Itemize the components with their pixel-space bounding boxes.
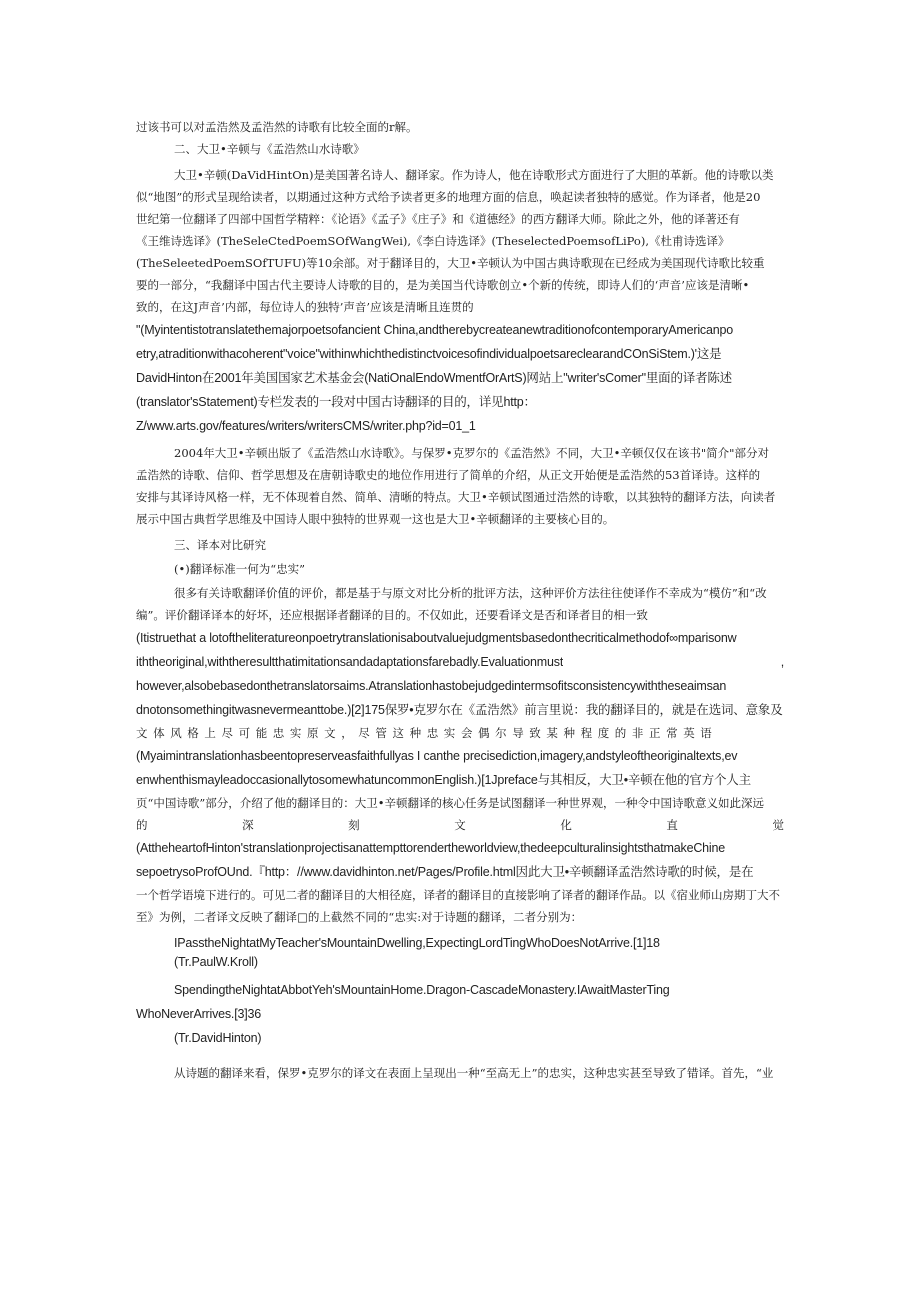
text-line: 孟浩然的诗歌、信仰、哲学思想及在唐朝诗歌史的地位作用进行了简单的介绍，从正文开始便是孟浩然的53首译诗。这样的 — [136, 468, 761, 482]
text-line: DavidHinton在2001年美国国家艺术基金会(NatiOnalEndoWmentfOrArtS)网站上"writer'sComer"里面的译者陈述 — [136, 371, 732, 385]
text-char: 化 — [560, 818, 572, 832]
translator-line: (Tr.PaulW.Kroll) — [174, 955, 258, 969]
text-line: 2004年大卫•辛顿出版了《孟浩然山水诗歌》。与保罗•克罗尔的《孟浩然》不同，大卫•辛顿仅仅在该书"简介"部分对 — [174, 446, 769, 460]
url-line: Z/www.arts.gov/features/writers/writersCMS/writer.php?id=01_1 — [136, 419, 476, 433]
section-heading: 三、译本对比研究 — [174, 538, 266, 552]
text-line: 一个哲学语境下进行的。可见二者的翻译目的大相径庭，译者的翻译目的直接影响了译者的翻译作品。以《宿业师山房期丁大不 — [136, 888, 780, 902]
text-line: 至》为例，二者译文反映了翻译□的上截然不同的“忠实:对于诗题的翻译，二者分别为： — [136, 910, 583, 924]
text-char: 深 — [242, 818, 254, 832]
document-page — [136, 112, 784, 1084]
text-line: (TheSeleetedPoemSOfTUFU)等10余部。对于翻译目的，大卫•辛顿认为中国古典诗歌现在已经成为美国现代诗歌比较重 — [136, 256, 765, 270]
text-line: (AttheheartofHinton'stranslationprojectisanattempttorendertheworldview,thedeepculturalinsightsthatmakeChine — [136, 841, 725, 855]
text-line: 展示中国古典哲学思维及中国诗人眼中独特的世界观一这也是大卫•辛顿翻译的主要核心目的。 — [136, 512, 615, 526]
text-line: (translator'sStatement)专栏发表的一段对中国古诗翻译的目的，详见http： — [136, 395, 536, 409]
text-line: 编”。评价翻译译本的好坏，还应根据译者翻译的目的。不仅如此，还要看译文是否和译者目的相一致 — [136, 608, 648, 622]
text-line: 安排与其译诗风格一样，无不体现着自然、简单、清晰的特点。大卫•辛顿试图通过浩然的诗歌，以其独特的翻译方法，向读者 — [136, 490, 776, 504]
poem-title-line: IPasstheNightatMyTeacher'sMountainDwelling,ExpectingLordTingWhoDoesNotArrive.[1]18 — [174, 936, 660, 950]
text-line: 页“中国诗歌”部分，介绍了他的翻译目的：大卫•辛顿翻译的核心任务是试图翻译一种世界观，一种令中国诗歌意义如此深远 — [136, 796, 765, 810]
text-char: 直 — [666, 818, 678, 832]
text-line: , — [780, 655, 784, 669]
text-line: however,alsobebasedonthetranslatorsaims.Atranslationhastobejudgedintermsofitsconsistencywiththeseaimsan — [136, 679, 727, 693]
subsection-heading: (•)翻译标准一何为“忠实” — [174, 562, 306, 576]
text-line: iththeoriginal,withtheresultthatimitationsandadaptationsfarebadly.Evaluationmust — [136, 655, 564, 669]
text-line: 《王维诗选译》(TheSeleCtedPoemSOfWangWei),《李白诗选译》(TheselectedPoemsofLiPo),《杜甫诗选译》 — [136, 234, 730, 248]
text-char: 的 — [136, 818, 148, 832]
text-line: (Myaimintranslationhasbeentopreserveasfaithfullyas I canthe precisediction,imagery,andstyleoftheoriginaltexts,ev — [136, 749, 738, 763]
text-line: 很多有关诗歌翻译价值的评价，都是基于与原文对比分析的批评方法，这种评价方法往往使译作不幸成为“模仿”和“改 — [174, 586, 767, 600]
text-line: "(Myintentistotranslatethemajorpoetsofancient China,andtherebycreateanewtraditionofcontemporaryAmericanpo — [136, 323, 733, 337]
text-line: 世纪第一位翻译了四部中国哲学精粹：《论语》《孟子》《庄子》和《道德经》的西方翻译大师。除此之外，他的译著还有 — [136, 212, 740, 226]
text-line: sepoetrysoProfOUnd.『http：//www.davidhinton.net/Pages/Profile.html因此大卫•辛顿翻译孟浩然诗歌的时候，是在 — [136, 865, 754, 879]
text-line: dnotonsomethingitwasnevermeanttobe.)[2]175保罗•克罗尔在《孟浩然》前言里说：我的翻译目的，就是在选词、意象及 — [136, 703, 783, 717]
text-char: 觉 — [772, 818, 784, 832]
poem-title-line: WhoNeverArrives.[3]36 — [136, 1007, 262, 1021]
translator-line: (Tr.DavidHinton) — [174, 1031, 262, 1045]
text-char: 文 — [454, 818, 466, 832]
text-char: 刻 — [348, 818, 360, 832]
text-line: enwhenthismayleadoccasionallytosomewhatuncommonEnglish.)[1Jpreface与其相反，大卫•辛顿在他的官方个人主 — [136, 773, 751, 787]
text-line: 大卫•辛顿(DaVidHintOn)是美国著名诗人、翻译家。作为诗人，他在诗歌形式方面进行了大胆的革新。他的诗歌以类 — [174, 168, 774, 182]
text-line: 似“地图”的形式呈现给读者，以期通过这种方式给予读者更多的地理方面的信息，唤起读者独特的感觉。作为译者，他是20 — [136, 190, 761, 204]
text-line: (Itistruethat a lotoftheliteratureonpoetrytranslationisaboutvaluejudgmentsbasedonthecriticalmethodof∞mparisonw — [136, 631, 737, 645]
text-line: 从诗题的翻译来看，保罗•克罗尔的译文在表面上呈现出一种“至高无上”的忠实，这种忠实甚至导致了错译。首先，“业 — [174, 1066, 774, 1080]
section-heading: 二、大卫•辛顿与《孟浩然山水诗歌》 — [174, 142, 365, 156]
text-line-row — [136, 650, 784, 674]
text-line: 文体风格上尽可能忠实原文，尽管这种忠实会偶尔导致某种程度的非正常英语 — [136, 726, 718, 740]
text-line: 过该书可以对孟浩然及孟浩然的诗歌有比较全面的r解。 — [136, 120, 418, 134]
text-line: 致的，在这J声音’内部，每位诗人的独特’声音’应该是清晰且连贯的 — [136, 300, 474, 314]
text-line: 要的一部分，“我翻译中国古代主要诗人诗歌的目的，是为美国当代诗歌创立•个新的传统，即诗人们的‘声音’应该是清晰• — [136, 278, 750, 292]
poem-title-line: SpendingtheNightatAbbotYeh'sMountainHome.Dragon-CascadeMonastery.IAwaitMasterTing — [174, 983, 670, 997]
text-line: etry,atraditionwithacoherent"voice"withinwhichthedistinctvoicesofindividualpoetsareclearandCOnSiStem.)'这是 — [136, 347, 722, 361]
text-line-row — [136, 814, 784, 836]
